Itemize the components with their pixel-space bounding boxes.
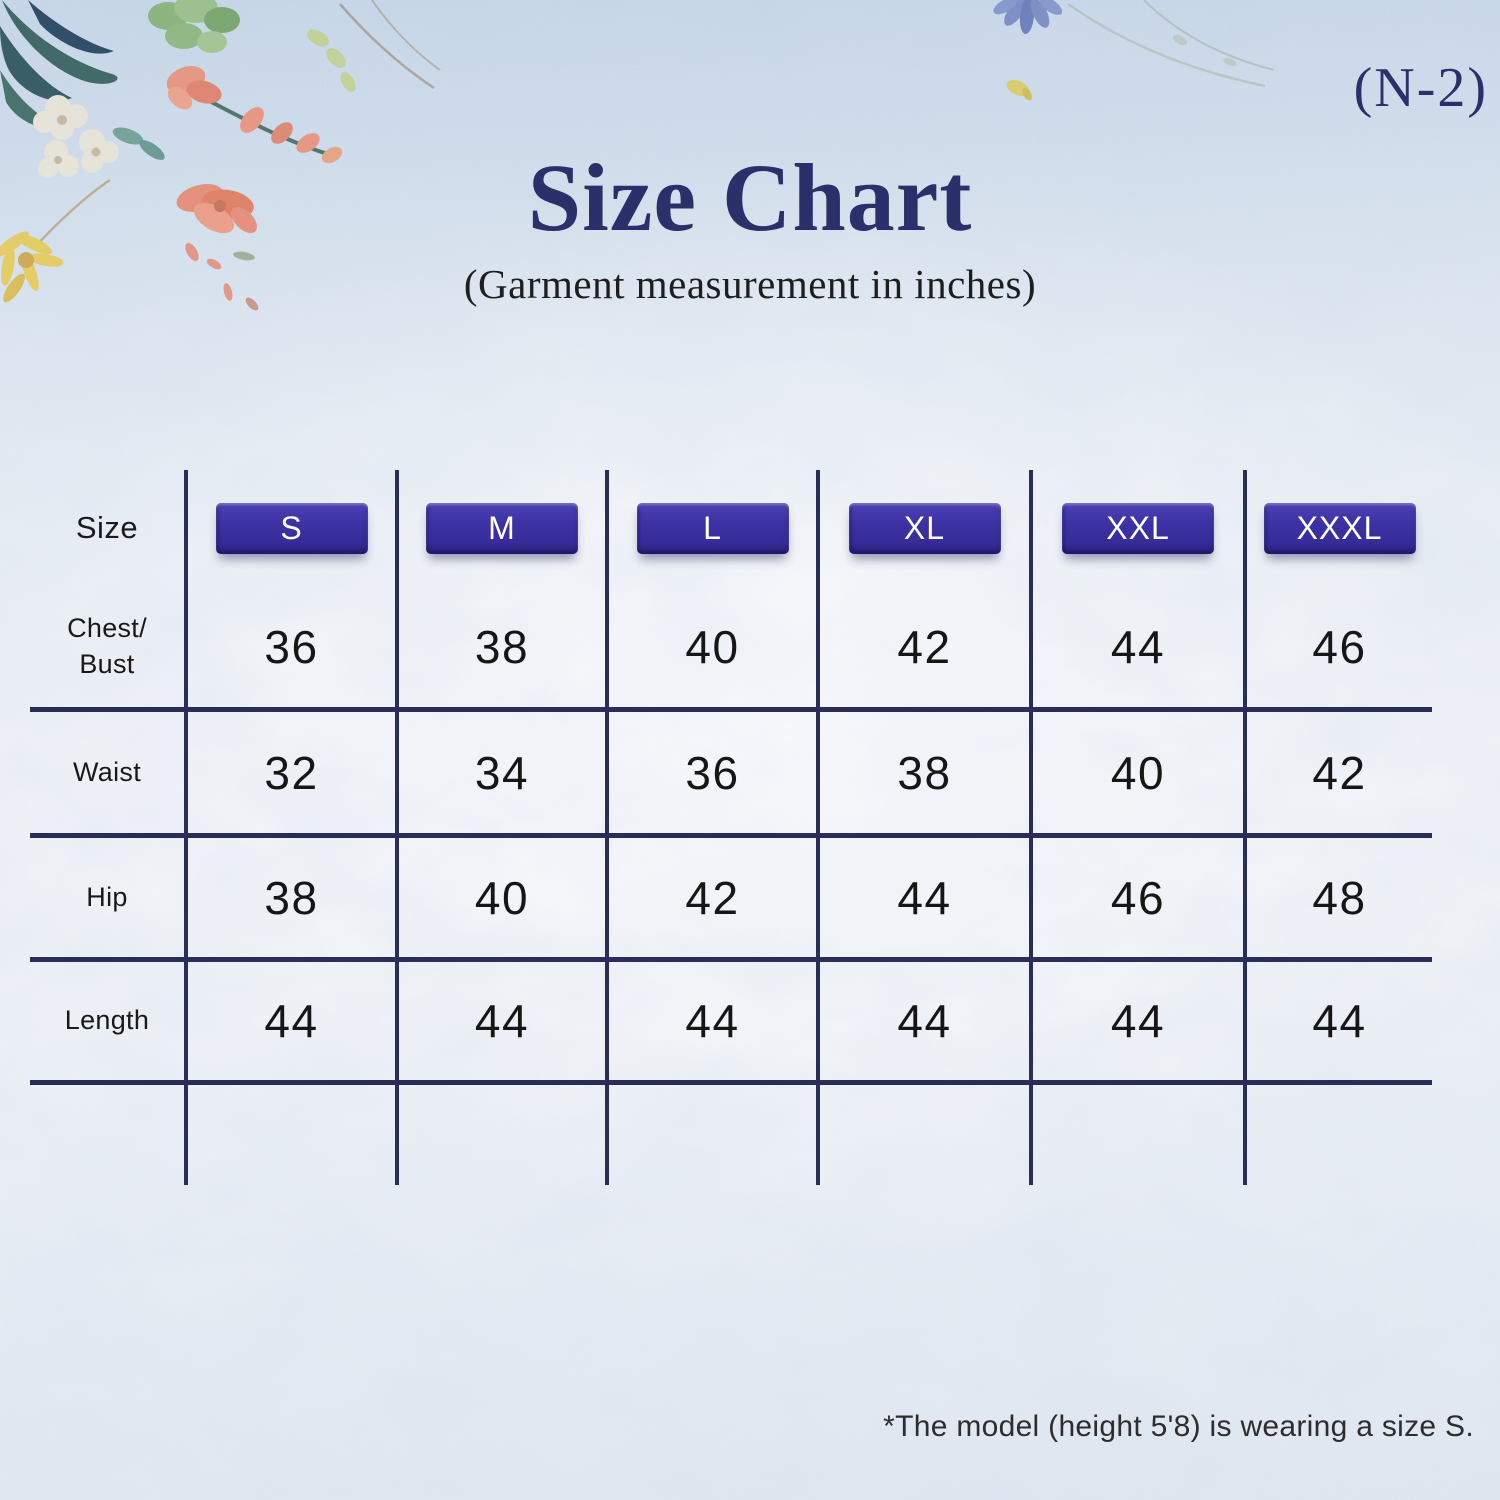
size-header-label: Size — [75, 510, 139, 545]
chest-value-m: 38 — [474, 620, 530, 673]
row-label-line: Bust — [79, 648, 135, 679]
length-value-xxxl: 44 — [1312, 995, 1367, 1047]
header-cell-m — [399, 470, 609, 586]
empty-cell — [399, 1085, 609, 1185]
table-cell — [188, 962, 399, 1085]
hip-value-s: 38 — [264, 871, 319, 924]
table-cell — [820, 962, 1033, 1085]
table-cell — [188, 586, 399, 712]
table-cell — [609, 962, 820, 1085]
chest-value-xxxl: 46 — [1312, 620, 1367, 673]
row-label-line: Hip — [86, 881, 128, 912]
waist-value-xxl: 40 — [1110, 746, 1166, 799]
header-cell-xxl — [1033, 470, 1247, 586]
table-cell — [1033, 586, 1247, 712]
row-header-waist — [30, 712, 188, 838]
table-cell — [609, 712, 820, 838]
waist-value-xl: 38 — [897, 746, 952, 799]
row-header-chest-bust — [30, 586, 188, 712]
size-badge-xxxl: XXXL — [1264, 503, 1416, 554]
waist-value-xxxl: 42 — [1312, 746, 1367, 799]
size-chart-table — [30, 470, 1432, 1185]
model-footnote: *The model (height 5'8) is wearing a size S. — [883, 1410, 1474, 1443]
table-cell — [1247, 838, 1432, 962]
row-header-hip — [30, 838, 188, 962]
table-cell — [609, 838, 820, 962]
header-cell-s — [188, 470, 399, 586]
variant-tag: (N-2) — [1353, 57, 1488, 119]
row-label-line: Length — [64, 1005, 150, 1036]
table-cell — [188, 838, 399, 962]
chest-value-xxl: 44 — [1110, 620, 1166, 673]
empty-cell — [30, 1085, 188, 1185]
twigs-icon — [1060, 0, 1290, 100]
yellow-petal-icon — [1000, 74, 1040, 104]
empty-cell — [609, 1085, 820, 1185]
length-value-s: 44 — [264, 995, 319, 1047]
length-value-l: 44 — [685, 995, 740, 1047]
empty-cell — [1247, 1085, 1432, 1185]
hip-value-xl: 44 — [897, 871, 952, 924]
page-subtitle: (Garment measurement in inches) — [463, 261, 1037, 307]
hip-value-m: 40 — [474, 871, 530, 924]
chest-value-xl: 42 — [897, 620, 952, 673]
size-badge-xl: XL — [849, 503, 1001, 554]
row-label-line: Waist — [73, 756, 141, 787]
chest-value-l: 40 — [685, 620, 740, 673]
size-badge-m: M — [426, 503, 578, 554]
length-value-xl: 44 — [897, 995, 952, 1047]
table-cell — [399, 586, 609, 712]
size-badge-xxl: XXL — [1062, 503, 1214, 554]
table-cell — [1033, 962, 1247, 1085]
size-column-header — [30, 470, 188, 586]
size-badge-l: L — [637, 503, 789, 554]
empty-cell — [820, 1085, 1033, 1185]
row-label-line: Chest/ — [67, 613, 147, 644]
table-cell — [188, 712, 399, 838]
waist-value-s: 32 — [264, 746, 319, 799]
empty-cell — [1033, 1085, 1247, 1185]
table-cell — [399, 712, 609, 838]
table-cell — [1033, 838, 1247, 962]
waist-value-m: 34 — [474, 746, 530, 799]
header-cell-l — [609, 470, 820, 586]
blue-flower-icon — [985, 0, 1075, 46]
hip-value-l: 42 — [685, 871, 740, 924]
hip-value-xxxl: 48 — [1312, 871, 1367, 924]
table-cell — [1033, 712, 1247, 838]
header-cell-xxxl — [1247, 470, 1432, 586]
table-cell — [609, 586, 820, 712]
table-cell — [820, 586, 1033, 712]
row-header-length — [30, 962, 188, 1085]
waist-value-l: 36 — [685, 746, 740, 799]
hip-value-xxl: 46 — [1110, 871, 1166, 924]
table-cell — [1247, 712, 1432, 838]
table-cell — [1247, 586, 1432, 712]
table-cell — [399, 962, 609, 1085]
chest-value-s: 36 — [264, 620, 319, 673]
size-badge-s: S — [216, 503, 368, 554]
header-cell-xl — [820, 470, 1033, 586]
table-cell — [399, 838, 609, 962]
table-cell — [820, 838, 1033, 962]
table-cell — [1247, 962, 1432, 1085]
length-value-m: 44 — [474, 995, 530, 1047]
table-cell — [820, 712, 1033, 838]
length-value-xxl: 44 — [1110, 995, 1166, 1047]
empty-cell — [188, 1085, 399, 1185]
page-title: Size Chart — [527, 144, 973, 251]
